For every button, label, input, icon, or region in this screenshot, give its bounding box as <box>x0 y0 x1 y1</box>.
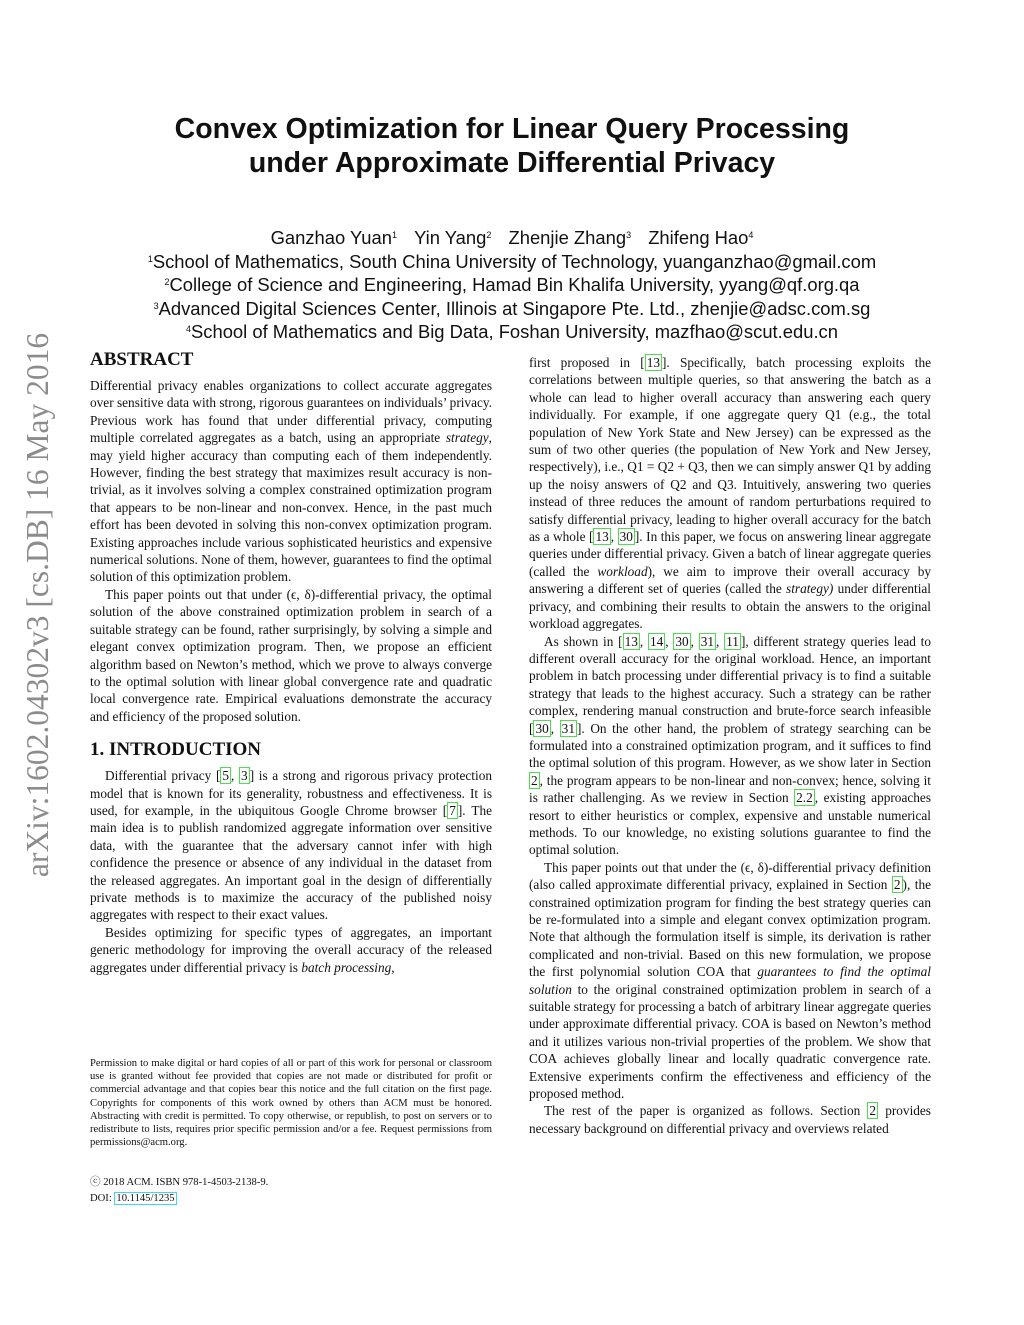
affiliation: $^1$School of Mathematics, South China University of Technology, yuanganzhao@gmail.com <box>147 250 877 272</box>
title-line-1: Convex Optimization for Linear Query Processing <box>174 113 850 145</box>
citation-link[interactable]: 14 <box>649 633 664 649</box>
right-column <box>529 354 931 1137</box>
citation-link[interactable]: 13 <box>595 529 609 545</box>
abstract-heading: ABSTRACT <box>90 349 194 370</box>
introduction-heading: 1. INTRODUCTION <box>90 739 262 761</box>
affiliation: $^4$School of Mathematics and Big Data, Foshan University, mazfhao@scut.edu.cn <box>185 321 838 343</box>
citation-link[interactable]: 11 <box>726 633 739 649</box>
arxiv-id: arXiv:1602.04302v3 [cs.DB] 16 May 2016 <box>20 332 55 878</box>
section-link[interactable]: 2.2 <box>796 790 813 806</box>
citation-link[interactable]: 31 <box>700 633 715 649</box>
author-block <box>0 225 1024 343</box>
body-paragraph: This paper points out that under the (ϵ, δ)-differential privacy definition (also called approximate differential privacy, explained in Section 2 ), the constrained optimization program for finding the best strategy queries can be re-formulated into a simple and elegant convex optimization program. Note that although the formulation itself is simple, its derivation is rather complicated and non-trivial. Based on this new formulation, we propose the first polynomial solution COA that guarantees to find the optimal solution to the original constrained optimization problem in search of a suitable strategy for processing a batch of arbitrary linear aggregate queries under approximate differential privacy. COA is based on Newton’s method and it utilizes various non-trivial properties of the problem. We show that COA achieves globally linear and locally quadratic convergence rate. Extensive experiments confirm the effectiveness and efficiency of the proposed method. <box>529 859 931 1102</box>
citation-link[interactable]: 13 <box>646 355 660 370</box>
left-column <box>90 347 492 976</box>
author: Ganzhao Yuan$^1$ <box>270 227 397 248</box>
author: Zhenjie Zhang$^3$ <box>508 227 632 248</box>
author: Zhifeng Hao$^4$ <box>648 227 754 248</box>
abstract-paragraph: This paper points out that under (ϵ, δ)-differential privacy, the optimal solution of the above constrained optimization problem in search of a suitable strategy can be found, rather surprisingly, by solving a simple and elegant convex optimization program. Then, we propose an efficient algorithm based on Newton’s method, which we prove to always converge to the optimal solution with linear global convergence rate and quadratic local convergence rate. Empirical evaluations demonstrate the accuracy and efficiency of the proposed solution. <box>90 586 492 724</box>
doi-line: DOI: 10.1145/1235 <box>90 1193 175 1204</box>
copyright-block <box>90 1175 492 1207</box>
author: Yin Yang$^2$ <box>414 227 492 248</box>
citation-link[interactable]: 31 <box>561 720 575 736</box>
citation-link[interactable]: 7 <box>449 802 456 818</box>
title-line-2: under Approximate Differential Privacy <box>248 147 776 179</box>
section-link[interactable]: 2 <box>869 1103 877 1119</box>
body-paragraph: As shown in [ 13 , 14 , 30 , 31 , 11 ], different strategy queries lead to different overall accuracy for the original workload. Hence, an important problem in batch processing under differential privacy is to find a suitable strategy that leads to the highest accuracy. Such a strategy can be rather complex, rendering manual construction and brute-force search infeasible [ 30 , 31 ]. On the other hand, the problem of strategy searching can be formulated into a constrained optimization program, and it suffices to find the optimal solution of this program. However, as we show later in Section 2 , the program appears to be non-linear and non-convex; hence, solving it is rather challenging. As we review in Section 2.2 , existing approaches resort to either heuristics or complex, expensive and unstable numerical methods. To our knowledge, no existing solutions guarantee to find the optimal solution. <box>529 633 932 858</box>
section-link[interactable]: 2 <box>531 772 538 788</box>
intro-paragraph: Besides optimizing for specific types of aggregates, an important generic methodology for improving the overall accuracy of the released aggregates under differential privacy is batch processing, <box>90 924 492 975</box>
body-paragraph: The rest of the paper is organized as follows. Section 2 provides necessary background on differential privacy and overviews related <box>529 1103 931 1136</box>
body-paragraph: first proposed in [ 13 ]. Specifically, batch processing exploits the correlations between multiple queries, so that answering the batch as a whole can lead to higher overall accuracy than answering each query individually. For example, if one aggregate query Q1 (e.g., the total population of New York State and New Jersey) can be expressed as the sum of two other queries (the population of New York and New Jersey, respectively), i.e., Q1 = Q2 + Q3, then we can simply answer Q1 by adding up the noisy answers of Q2 and Q3. Intuitively, answering two queries instead of three reduces the amount of random perturbations required to satisfy differential privacy, leading to higher overall accuracy for the batch as a whole [ 13 , 30 ]. In this paper, we focus on answering linear aggregate queries under differential privacy. Given a batch of linear aggregate queries (called the workload), we aim to improve their overall accuracy by answering a different set of queries (called the strategy) under differential privacy, and combining their results to obtain the answers to the original workload aggregates. <box>529 355 932 632</box>
citation-link[interactable]: 30 <box>535 720 549 736</box>
abstract-paragraph: Differential privacy enables organizations to collect accurate aggregates over sensitive data with strong, rigorous guarantees on individuals’ privacy. Previous work has found that under differential privacy, computing multiple correlated aggregates as a batch, using an appropriate strategy, may yield higher accuracy than computing each of them independently. However, finding the best strategy that maximizes result accuracy is non-trivial, as it involves solving a complex constrained optimization program that appears to be non-linear and non-convex. Hence, in the past much effort has been devoted in solving this non-convex optimization program. Existing approaches include various sophisticated heuristics and expensive numerical solutions. None of them, however, guarantees to find the optimal solution of this optimization problem. <box>90 378 492 585</box>
doi-link[interactable]: 10.1145/1235 <box>116 1193 175 1204</box>
affiliation: $^2$College of Science and Engineering, Hamad Bin Khalifa University, yyang@qf.org.qa <box>164 274 860 296</box>
citation-link[interactable]: 30 <box>675 633 689 649</box>
citation-link[interactable]: 30 <box>619 529 633 545</box>
paper-title <box>0 112 1024 180</box>
citation-link[interactable]: 13 <box>624 633 638 649</box>
intro-paragraph: Differential privacy [ 5 , 3 ] is a strong and rigorous privacy protection model that is known for its generality, robustness and effectiveness. It is used, for example, in the ubiquitous Google Chrome browser [ 7 ]. The main idea is to publish randomized aggregate information over sensitive data, with the guarantee that the adversary cannot infer with high confidence the presence or absence of any individual in the dataset from the released aggregates. An important goal in the design of differentially private methods is to maximize the accuracy of the published noisy aggregates with respect to their exact values. <box>90 768 492 923</box>
permission-footnote: Permission to make digital or hard copies of all or part of this work for personal or classroom use is granted without fee provided that copies are not made or distributed for profit or commercial advantage and that copies bear this notice and the full citation on the first page. Copyrights for components of this work owned by others than ACM must be honored. Abstracting with credit is permitted. To copy otherwise, or republish, to post on servers or to redistribute to lists, requires prior specific permission and/or a fee. Request permissions from permissions@acm.org. <box>90 1058 492 1149</box>
author-names <box>0 225 1024 249</box>
arxiv-stamp <box>8 300 68 910</box>
affiliation: $^3$Advanced Digital Sciences Center, Illinois at Singapore Pte. Ltd., zhenjie@adsc.com.sg <box>153 297 871 319</box>
section-link[interactable]: 2 <box>893 877 901 893</box>
citation-link[interactable]: 3 <box>241 768 248 784</box>
citation-link[interactable]: 5 <box>222 768 230 784</box>
copyright-line: ⓒ 2018 ACM. ISBN 978-1-4503-2138-9. <box>90 1177 269 1188</box>
